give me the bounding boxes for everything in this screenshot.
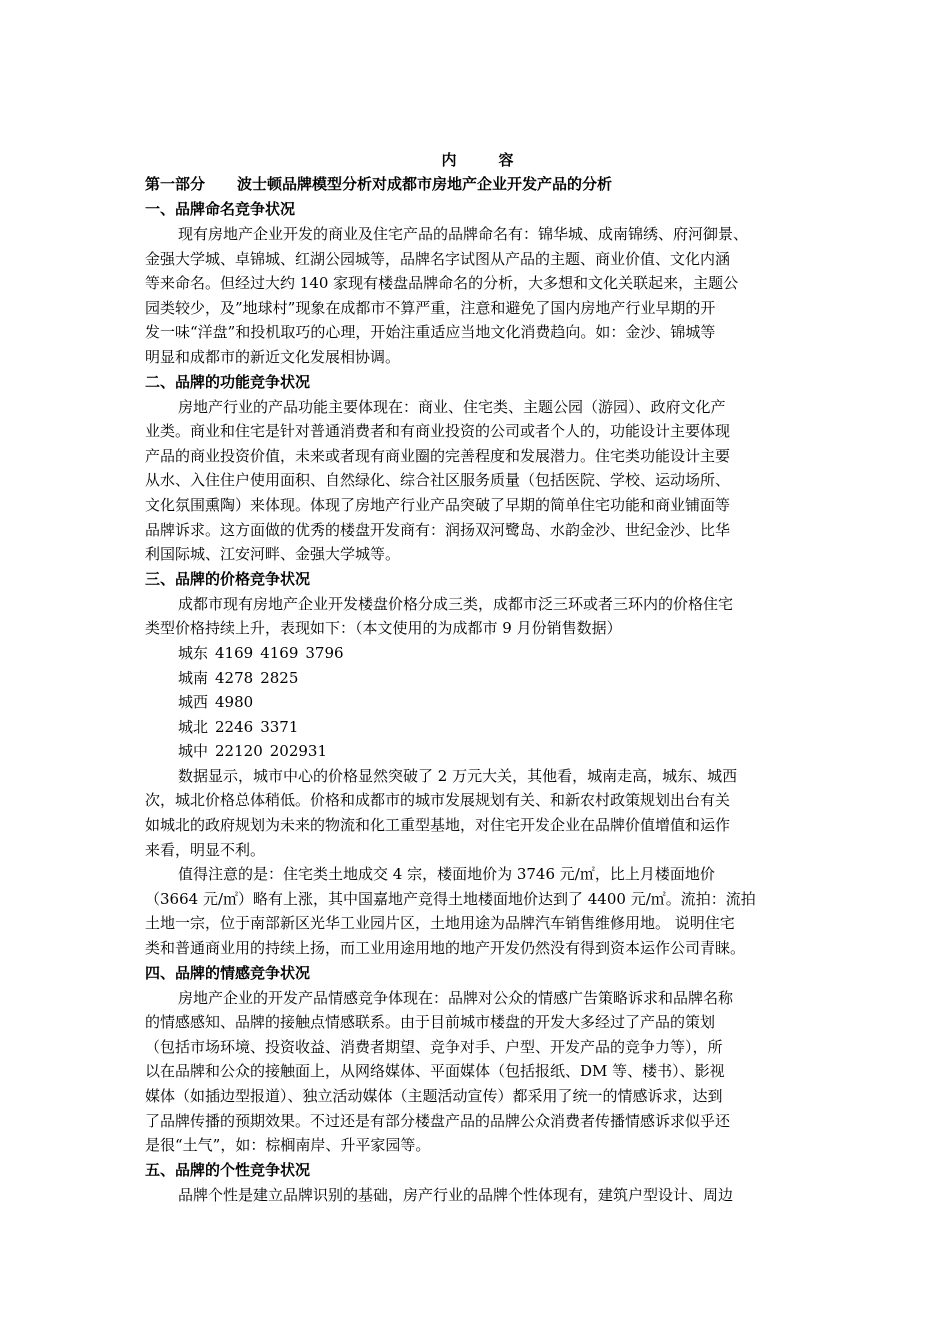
- text-line: 文化氛围熏陶）来体现。体现了房地产行业产品突破了早期的简单住宅功能和商业铺面等: [145, 495, 731, 514]
- text-line: 产品的商业投资价值，未来或者现有商业圈的完善程度和发展潜力。住宅类功能设计主要: [145, 446, 731, 465]
- price-row-west: [145, 690, 810, 715]
- text-line: 以在品牌和公众的接触面上，从网络媒体、平面媒体（包括报纸、DM 等、楼书）、影视: [145, 1062, 725, 1081]
- text-line: 金强大学城、卓锦城、红湖公园城等，品牌名字试图从产品的主题、商业价值、文化内涵: [145, 249, 731, 268]
- text-line: 次，城北价格总体稍低。价格和成都市的城市发展规划有关、和新农村政策规划出台有关: [145, 791, 731, 810]
- text-line: 利国际城、江安河畔、金强大学城等。: [145, 545, 401, 564]
- text-line: 了品牌传播的预期效果。不过还是有部分楼盘产品的品牌公众消费者传播情感诉求似乎还: [145, 1111, 731, 1130]
- price-value: 4980: [215, 693, 254, 712]
- text-line: 现有房地产企业开发的商业及住宅产品的品牌命名有：锦华城、成南锦绣、府河御景、: [178, 225, 749, 243]
- text-line: 业类。商业和住宅是针对普通消费者和有商业投资的公司或者个人的，功能设计主要体现: [145, 422, 731, 441]
- price-value: 202931: [269, 742, 327, 761]
- text-line: 发一味“洋盘”和投机取巧的心理，开始注重适应当地文化消费趋向。如：金沙、锦城等: [145, 323, 716, 342]
- text-line: 房地产企业的开发产品情感竞争体现在：品牌对公众的情感广告策略诉求和品牌名称: [178, 988, 734, 1007]
- price-value: 3371: [260, 717, 299, 736]
- price-row-east: [145, 641, 810, 666]
- text-line: 土地一宗，位于南部新区光华工业园片区，土地用途为品牌汽车销售维修用地。 说明住宅: [145, 914, 735, 933]
- part-name: 波士顿品牌模型分析对成都市房地产企业开发产品的分析: [237, 175, 613, 193]
- price-value: 2246: [215, 717, 254, 736]
- price-row-center: [145, 739, 810, 764]
- section-heading-personality: 五、品牌的个性竞争状况: [145, 1160, 311, 1179]
- price-value: 4169: [215, 643, 254, 662]
- price-area: 城南: [178, 668, 209, 687]
- price-area: 城东: [178, 643, 209, 662]
- part-heading: [145, 172, 810, 197]
- text-line: （3664 元/㎡）略有上涨，其中国嘉地产竞得土地楼面地价达到了 4400 元/㎡。流拍：流拍: [145, 889, 756, 908]
- title-char-left: 内: [441, 151, 457, 169]
- text-line: 成都市现有房地产企业开发楼盘价格分成三类，成都市泛三环或者三环内的价格住宅: [178, 594, 734, 613]
- price-row-north: [145, 715, 810, 740]
- part-label: 第一部分: [145, 175, 206, 193]
- section-body-emotion: [145, 986, 810, 1158]
- document-page: [145, 148, 810, 1207]
- section-heading-function: 二、品牌的功能竞争状况: [145, 372, 311, 391]
- section-body-price: [145, 592, 810, 961]
- price-value: 4278: [215, 668, 254, 687]
- text-line: 等来命名。但经过大约 140 家现有楼盘品牌命名的分析，大多想和文化关联起来，主题公: [145, 274, 739, 293]
- text-line: 数据显示，城市中心的价格显然突破了 2 万元大关，其他看，城南走高，城东、城西: [178, 766, 738, 785]
- section-body-naming: [145, 222, 810, 370]
- text-line: 品牌诉求。这方面做的优秀的楼盘开发商有：润扬双河鹭岛、水韵金沙、世纪金沙、比华: [145, 520, 731, 539]
- price-value: 2825: [260, 668, 299, 687]
- section-body-function: [145, 395, 810, 567]
- text-line: 如城北的政府规划为未来的物流和化工重型基地，对住宅开发企业在品牌价值增值和运作: [145, 816, 731, 835]
- price-area: 城中: [178, 742, 209, 761]
- text-line: 房地产行业的产品功能主要体现在：商业、住宅类、主题公园（游园）、政府文化产: [178, 397, 726, 416]
- title-char-right: 容: [498, 151, 514, 169]
- text-line: 来看，明显不利。: [145, 840, 266, 859]
- text-line: 类型价格持续上升，表现如下：（本文使用的为成都市 9 月份销售数据）: [145, 619, 622, 638]
- text-line: 的情感感知、品牌的接触点情感联系。由于目前城市楼盘的开发大多经过了产品的策划: [145, 1013, 716, 1032]
- text-line: 媒体（如插边型报道）、独立活动媒体（主题活动宣传）都采用了统一的情感诉求，达到: [145, 1087, 723, 1105]
- text-line: 园类较少，及”地球村”现象在成都市不算严重，注意和避免了国内房地产行业早期的开: [145, 298, 716, 317]
- price-area: 城北: [178, 717, 209, 736]
- text-line: （包括市场环境、投资收益、消费者期望、竞争对手、户型、开发产品的竞争力等），所: [145, 1037, 723, 1056]
- price-row-south: [145, 666, 810, 691]
- price-value: 3796: [305, 643, 344, 662]
- text-line: 品牌个性是建立品牌识别的基础，房产行业的品牌个性体现有，建筑户型设计、周边: [178, 1185, 734, 1204]
- price-value: 22120: [215, 742, 263, 761]
- text-line: 是很“土气”，如：棕榈南岸、升平家园等。: [145, 1136, 431, 1155]
- text-line: 从水、入住住户使用面积、自然绿化、综合社区服务质量（包括医院、学校、运动场所、: [145, 471, 731, 490]
- document-title: [145, 148, 810, 172]
- section-heading-emotion: 四、品牌的情感竞争状况: [145, 963, 311, 982]
- text-line: 值得注意的是：住宅类土地成交 4 宗，楼面地价为 3746 元/㎡，比上月楼面地价: [178, 865, 715, 884]
- section-body-personality: [145, 1183, 810, 1208]
- text-line: 明显和成都市的新近文化发展相协调。: [145, 347, 401, 366]
- section-heading-price: 三、品牌的价格竞争状况: [145, 569, 311, 588]
- price-value: 4169: [260, 643, 299, 662]
- text-line: 类和普通商业用的持续上扬，而工业用途用地的地产开发仍然没有得到资本运作公司青睐。: [145, 939, 746, 958]
- price-area: 城西: [178, 693, 209, 712]
- section-heading-naming: 一、品牌命名竞争状况: [145, 200, 296, 218]
